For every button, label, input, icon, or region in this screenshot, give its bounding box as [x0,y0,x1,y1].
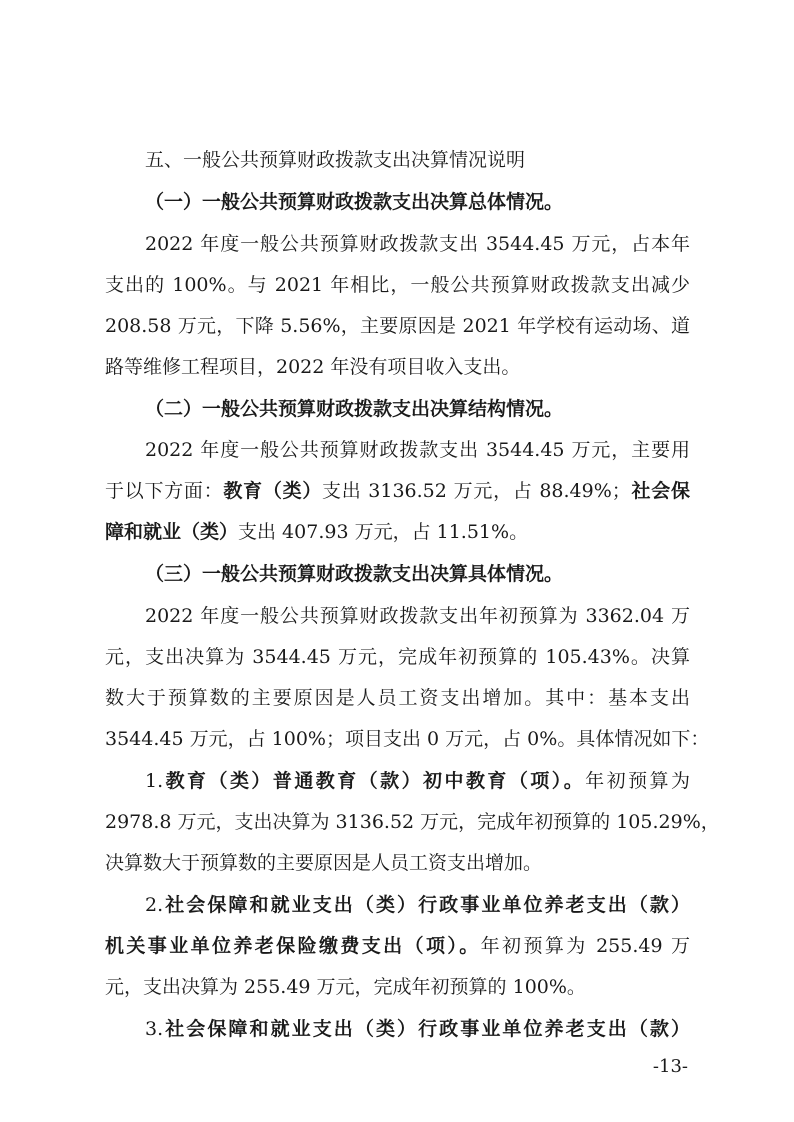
subsection-title-2: （二）一般公共预算财政拨款支出决算结构情况。 [145,398,564,420]
text-run: 年初预算为 255.49 万 [480,935,690,957]
paragraph-line: 路等维修工程项目，2022 年没有项目收入支出。 [105,356,521,378]
paragraph-line: 元，支出决算为 3544.45 万元，完成年初预算的 105.43%。决算 [105,646,690,668]
paragraph-line: 支出的 100%。与 2021 年相比，一般公共预算财政拨款支出减少 [105,274,690,296]
item-title: 社会保障和就业支出（类）行政事业单位养老支出（款） [163,1018,690,1040]
paragraph-line: 2022 年度一般公共预算财政拨款支出 3544.45 万元，主要用 [145,439,690,461]
subsection-title-3: （三）一般公共预算财政拨款支出决算具体情况。 [145,563,564,585]
subsection-title-1: （一）一般公共预算财政拨款支出决算总体情况。 [145,191,564,213]
paragraph-line: 208.58 万元，下降 5.56%，主要原因是 2021 年学校有运动场、道 [105,315,690,337]
paragraph-line: 2978.8 万元，支出决算为 3136.52 万元，完成年初预算的 105.29%， [105,811,720,833]
paragraph-line [105,519,690,545]
item-1-first-line [145,768,690,794]
item-number: 2. [145,894,164,916]
item-3-first-line [145,1016,690,1042]
item-title: 教育（类）普通教育（款）初中教育（项）。 [163,770,586,792]
page-number: -13- [652,1056,688,1077]
bold-term: 障和就业（类） [105,521,239,543]
paragraph-line: 3544.45 万元，占 100%；项目支出 0 万元，占 0%。具体情况如下： [105,728,710,750]
bold-term: 社会保 [630,480,690,502]
text-run: 支出 3136.52 万元，占 88.49%； [322,480,631,502]
text-run: 于以下方面： [105,480,224,502]
paragraph-line: 决算数大于预算数的主要原因是人员工资支出增加。 [105,852,543,874]
item-title: 机关事业单位养老保险缴费支出（项）。 [105,935,481,957]
item-title: 社会保障和就业支出（类）行政事业单位养老支出（款） [163,894,690,916]
text-run: 支出 407.93 万元，占 11.51%。 [238,521,529,543]
item-2-second-line [105,933,690,959]
item-number: 3. [145,1018,164,1040]
paragraph-line: 2022 年度一般公共预算财政拨款支出年初预算为 3362.04 万 [145,605,690,627]
paragraph-line: 元，支出决算为 255.49 万元，完成年初预算的 100%。 [105,976,586,998]
paragraph-line: 数大于预算数的主要原因是人员工资支出增加。其中：基本支出 [105,687,690,709]
item-number: 1. [145,770,164,792]
section-heading: 五、一般公共预算财政拨款支出决算情况说明 [145,149,526,171]
paragraph-line [105,478,690,504]
item-2-first-line [145,892,690,918]
paragraph-line: 2022 年度一般公共预算财政拨款支出 3544.45 万元，占本年 [145,233,690,255]
bold-term: 教育（类） [223,480,323,502]
text-run: 年初预算为 [585,770,690,792]
